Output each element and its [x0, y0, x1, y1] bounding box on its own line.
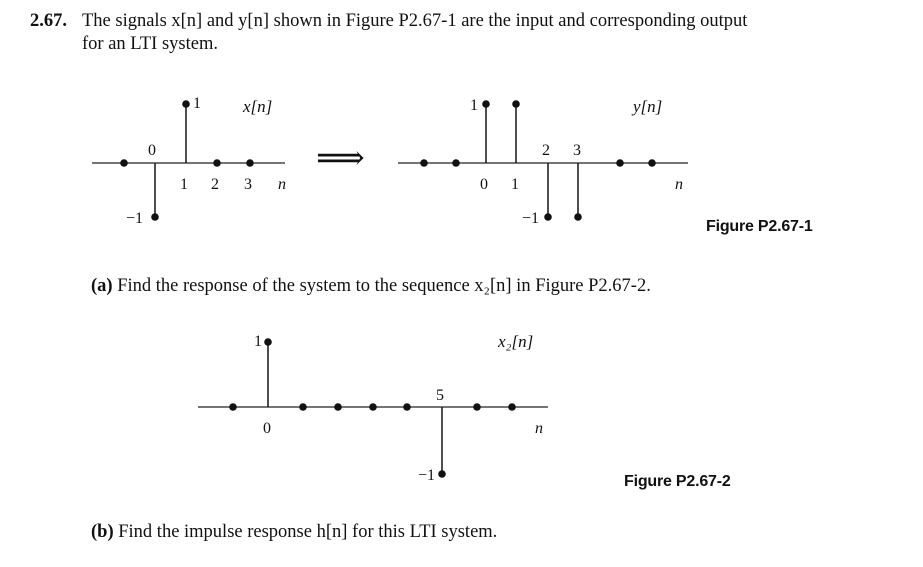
x2-n-label: n — [535, 420, 543, 437]
problem-statement — [30, 10, 910, 56]
part-a-label: (a) — [91, 276, 113, 296]
x2-signal-stems — [268, 342, 442, 474]
part-b-question — [91, 522, 497, 543]
y-value-1-label: 1 — [470, 97, 478, 114]
y-signal-label: y[n] — [633, 97, 663, 116]
x-signal-label: x[n] — [243, 97, 273, 116]
x-tick-3: 3 — [244, 176, 252, 193]
figure-p2-67-2 — [0, 320, 923, 490]
y-signal-samples — [420, 100, 656, 221]
y-signal-stems — [486, 104, 578, 217]
implies-arrow: ⟹ — [316, 140, 365, 177]
x2-value-neg1-label: −1 — [418, 467, 436, 484]
problem-line-1: The signals x[n] and y[n] shown in Figure P2.67-1 are the input and corresponding output — [82, 11, 748, 31]
x-tick-2: 2 — [211, 176, 219, 193]
figure-2-caption: Figure P2.67-2 — [624, 473, 731, 490]
x-signal-samples — [120, 100, 254, 221]
part-a-text: Find the response of the system to the sequence x₂[n] in Figure P2.67-2. — [117, 276, 651, 296]
x-signal-stems — [155, 104, 186, 217]
problem-number: 2.67. — [30, 11, 67, 31]
x-n-label: n — [278, 176, 286, 193]
x-tick-1: 1 — [180, 176, 188, 193]
part-a-question — [91, 276, 651, 297]
part-b-text: Find the impulse response h[n] for this LTI system. — [118, 522, 498, 542]
x2-tick-0: 0 — [263, 420, 271, 437]
y-tick-2: 2 — [542, 142, 550, 159]
x2-signal-samples — [229, 338, 516, 478]
y-tick-3: 3 — [573, 142, 581, 159]
x2-signal-label: x₂[n] — [498, 332, 534, 351]
x-value-1-label: 1 — [193, 95, 201, 112]
y-tick-0: 0 — [480, 176, 488, 193]
figure-1-caption: Figure P2.67-1 — [706, 218, 813, 235]
y-value-neg1-label: −1 — [522, 210, 540, 227]
x2-tick-5: 5 — [436, 387, 444, 404]
part-b-label: (b) — [91, 522, 114, 542]
x2-value-1-label: 1 — [254, 333, 262, 350]
x-tick-0: 0 — [148, 142, 156, 159]
y-n-label: n — [675, 176, 683, 193]
x-value-neg1-label: −1 — [126, 210, 144, 227]
y-tick-1: 1 — [511, 176, 519, 193]
problem-line-2: for an LTI system. — [82, 34, 218, 54]
